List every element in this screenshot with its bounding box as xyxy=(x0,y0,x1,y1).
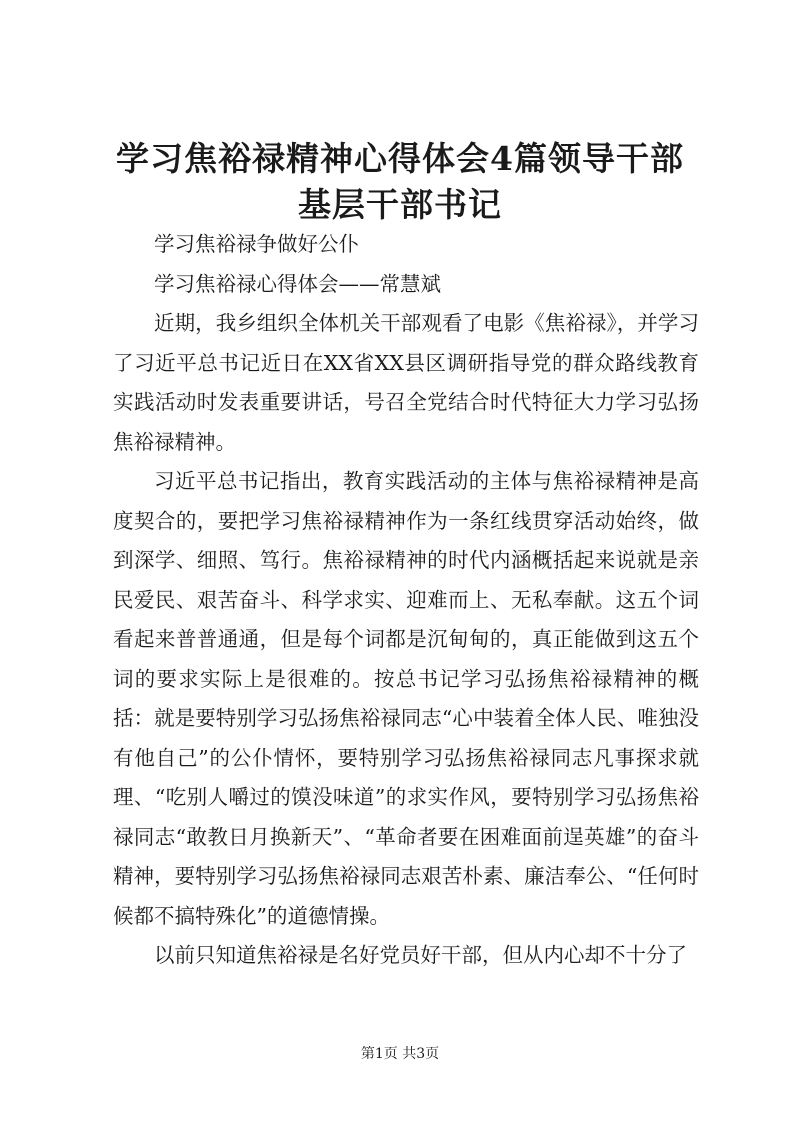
subtitle-line: 学习焦裕禄争做好公仆 xyxy=(154,232,359,256)
byline: 学习焦裕禄心得体会——常慧斌 xyxy=(154,271,441,296)
paragraph-2: 习近平总书记指出，教育实践活动的主体与焦裕禄精神是高度契合的，要把学习焦裕禄精神作为一条红线贯穿活动始终，做到深学、细照、笃行。焦裕禄精神的时代内涵概括起来说就是亲民爱民、艰苦奋斗、科学求实、迎难而上、无私奉献。这五个词看起来普普通通，但是每个词都是沉甸甸的，真正能做到这五个词的要求实际上是很难的。按总书记学习弘扬焦裕禄精神的概括：就是要特别学习弘扬焦裕禄同志“心中装着全体人民、唯独没有他自己”的公仆情怀，要特别学习弘扬焦裕禄同志凡事探求就理、“吃别人嚼过的馍没味道”的求实作风，要特别学习弘扬焦裕禄同志“敢教日月换新天”、“革命者要在困难面前逞英雄”的奋斗精神，要特别学习弘扬焦裕禄同志艰苦朴素、廉洁奉公、“任何时候都不搞特殊化”的道德情操。 xyxy=(113,469,699,928)
paragraph-3: 以前只知道焦裕禄是名好党员好干部，但从内心却不十分了 xyxy=(154,943,687,967)
document-body xyxy=(113,225,699,976)
document-title: 学习焦裕禄精神心得体会4篇领导干部基层干部书记 xyxy=(116,139,684,224)
page-footer: 第1页 共3页 xyxy=(360,1046,440,1062)
paragraph-1: 近期，我乡组织全体机关干部观看了电影《焦裕禄》，并学习了习近平总书记近日在XX省XX县区调研指导党的群众路线教育实践活动时发表重要讲话，号召全党结合时代特征大力学习弘扬焦裕禄精神。 xyxy=(113,311,699,454)
